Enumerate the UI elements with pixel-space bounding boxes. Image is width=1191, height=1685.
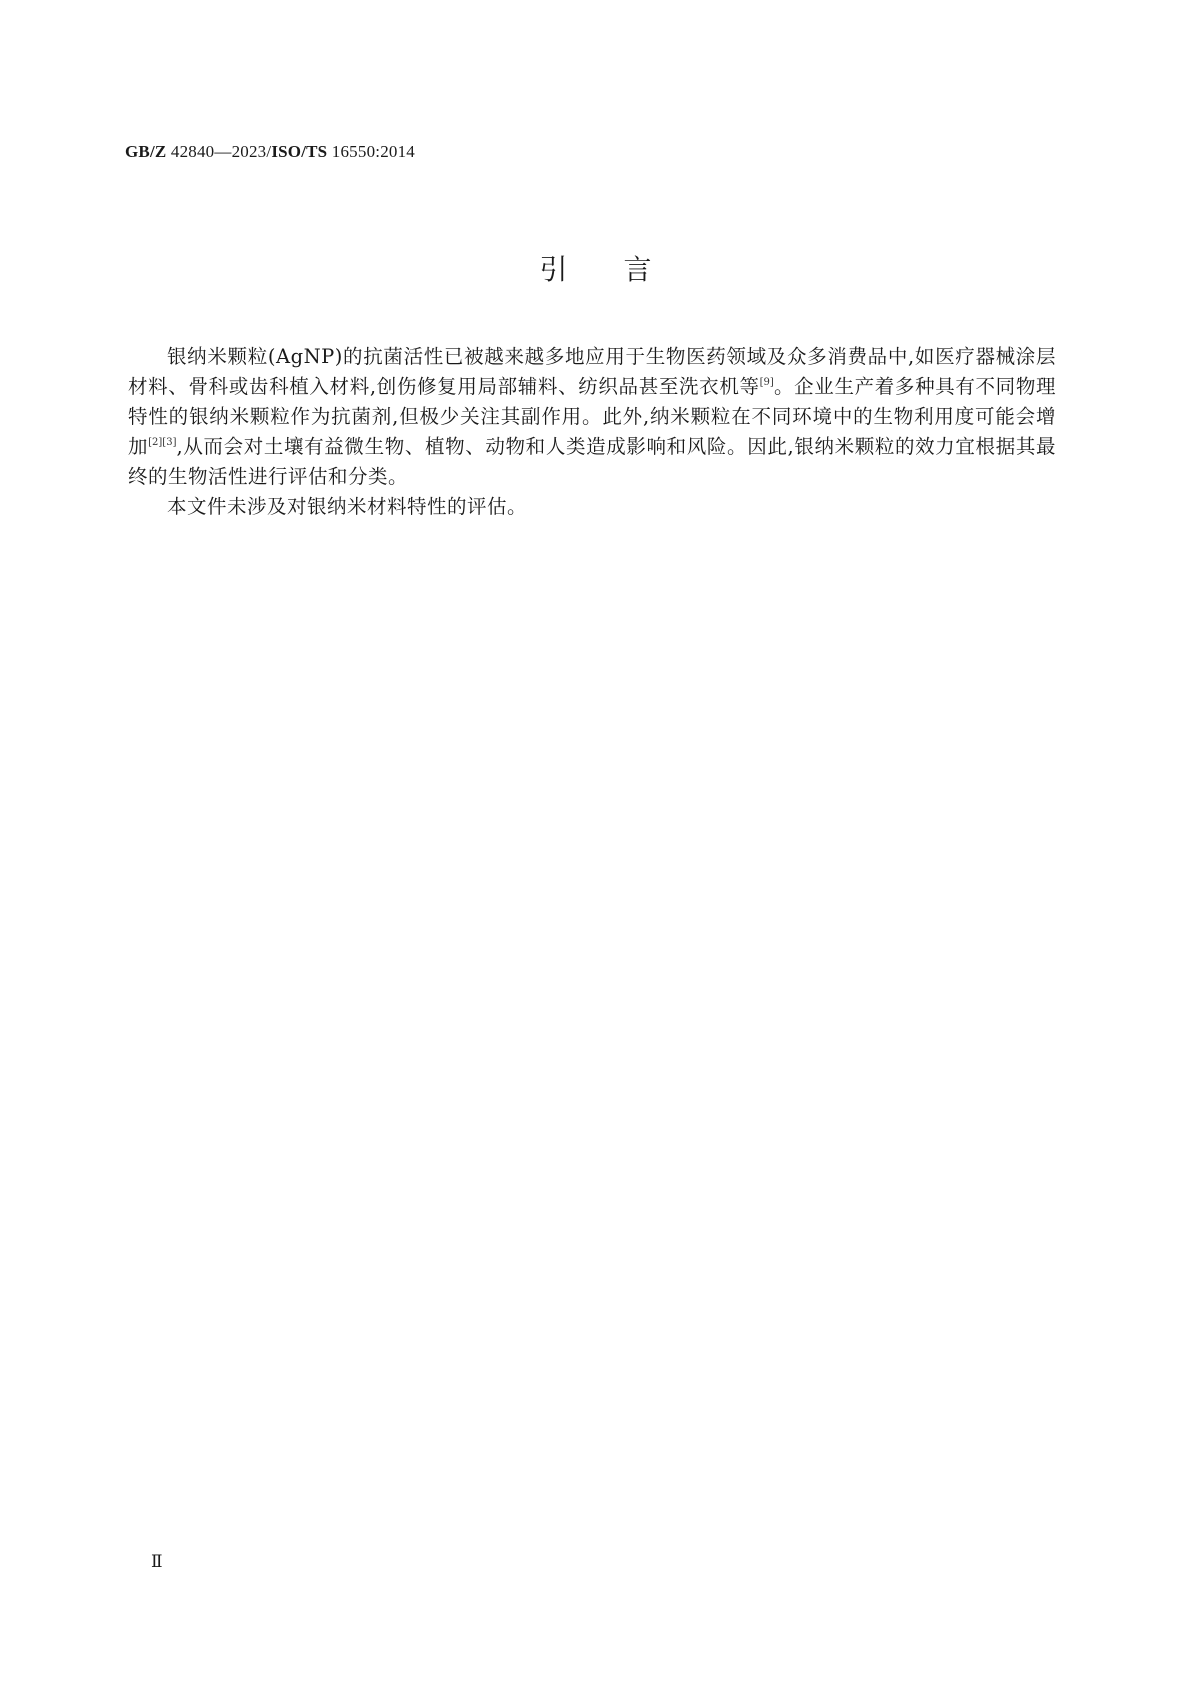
citation-ref-9[interactable]: [9]: [759, 377, 774, 388]
paragraph-intro-part2: 。企业生产着多种具有不同物理特性的银纳米颗粒作为抗菌剂,但极少关注其副作用。此外,纳米颗粒在不同环境中的生物利用度可能会增加: [128, 375, 1056, 458]
paragraph-scope: 本文件未涉及对银纳米材料特性的评估。: [167, 495, 528, 518]
paragraph-intro-part3: ,从而会对土壤有益微生物、植物、动物和人类造成影响和风险。因此,银纳米颗粒的效力宜根据其最终的生物活性进行评估和分类。: [128, 435, 1056, 488]
document-code: [125, 142, 415, 162]
page-number: Ⅱ: [151, 1552, 163, 1571]
code-prefix: GB/Z: [125, 142, 167, 161]
paragraph-intro: [128, 342, 1056, 492]
page-title: 引言: [539, 253, 708, 286]
body-text: [128, 342, 1056, 522]
paragraph-intro-part1: 银纳米颗粒(AgNP)的抗菌活性已被越来越多地应用于生物医药领域及众多消费品中,如医疗器械涂层材料、骨科或齿科植入材料,创伤修复用局部辅料、纺织品甚至洗衣机等: [128, 345, 1056, 398]
code-suffix: 16550:2014: [327, 142, 416, 161]
code-number: 42840—2023/: [166, 142, 272, 161]
code-iso: ISO/TS: [271, 142, 328, 161]
citation-ref-2-3[interactable]: [2][3]: [148, 437, 177, 448]
